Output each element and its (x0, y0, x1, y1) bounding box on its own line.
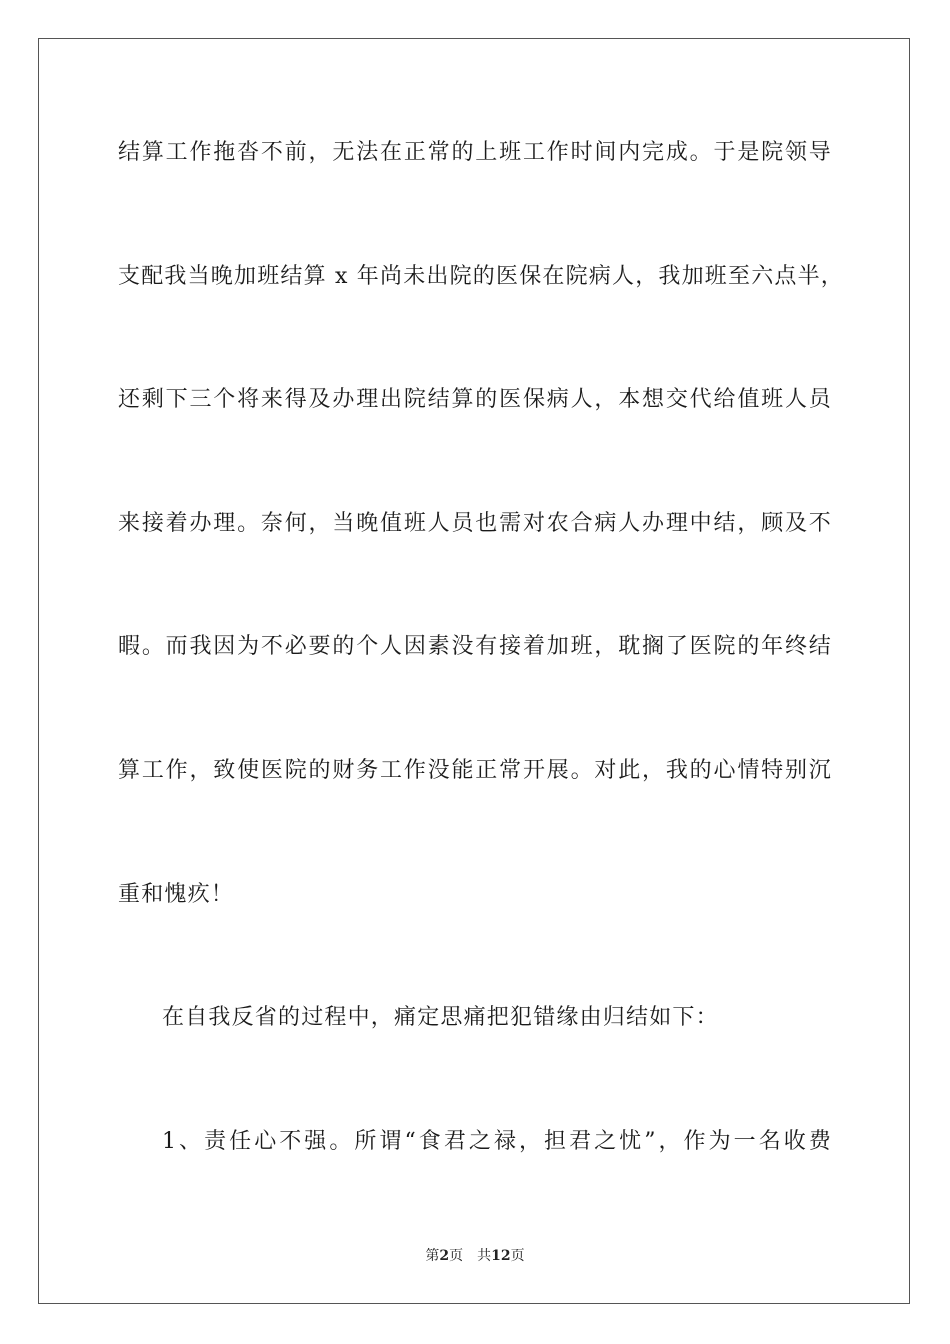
body-line-6: 算工作，致使医院的财务工作没能正常开展。对此，我的心情特别沉 (118, 758, 832, 783)
body-line-5: 暇。而我因为不必要的个人因素没有接着加班，耽搁了医院的年终结 (118, 634, 832, 659)
body-line-7: 重和愧疚！ (118, 882, 235, 907)
total-suffix: 页 (510, 1248, 525, 1264)
page-border (38, 38, 910, 1304)
page-footer (0, 1246, 950, 1266)
page-prefix: 第 (425, 1248, 440, 1264)
page-number: 2 (439, 1248, 450, 1264)
page-suffix: 页 (449, 1248, 464, 1264)
list-item-1: 1、责任心不强。所谓“食君之禄，担君之忧”，作为一名收费 (162, 1129, 832, 1154)
body-line-1: 结算工作拖沓不前，无法在正常的上班工作时间内完成。于是院领导 (118, 140, 832, 165)
total-pages: 12 (491, 1248, 511, 1264)
total-prefix: 共 (477, 1248, 492, 1264)
body-line-2: 支配我当晚加班结算 x 年尚未出院的医保在院病人，我加班至六点半， (118, 264, 844, 289)
paragraph-intro: 在自我反省的过程中，痛定思痛把犯错缘由归结如下： (162, 1005, 719, 1030)
body-line-4: 来接着办理。奈何，当晚值班人员也需对农合病人办理中结，顾及不 (118, 511, 832, 536)
body-line-3: 还剩下三个将来得及办理出院结算的医保病人，本想交代给值班人员 (118, 387, 832, 412)
